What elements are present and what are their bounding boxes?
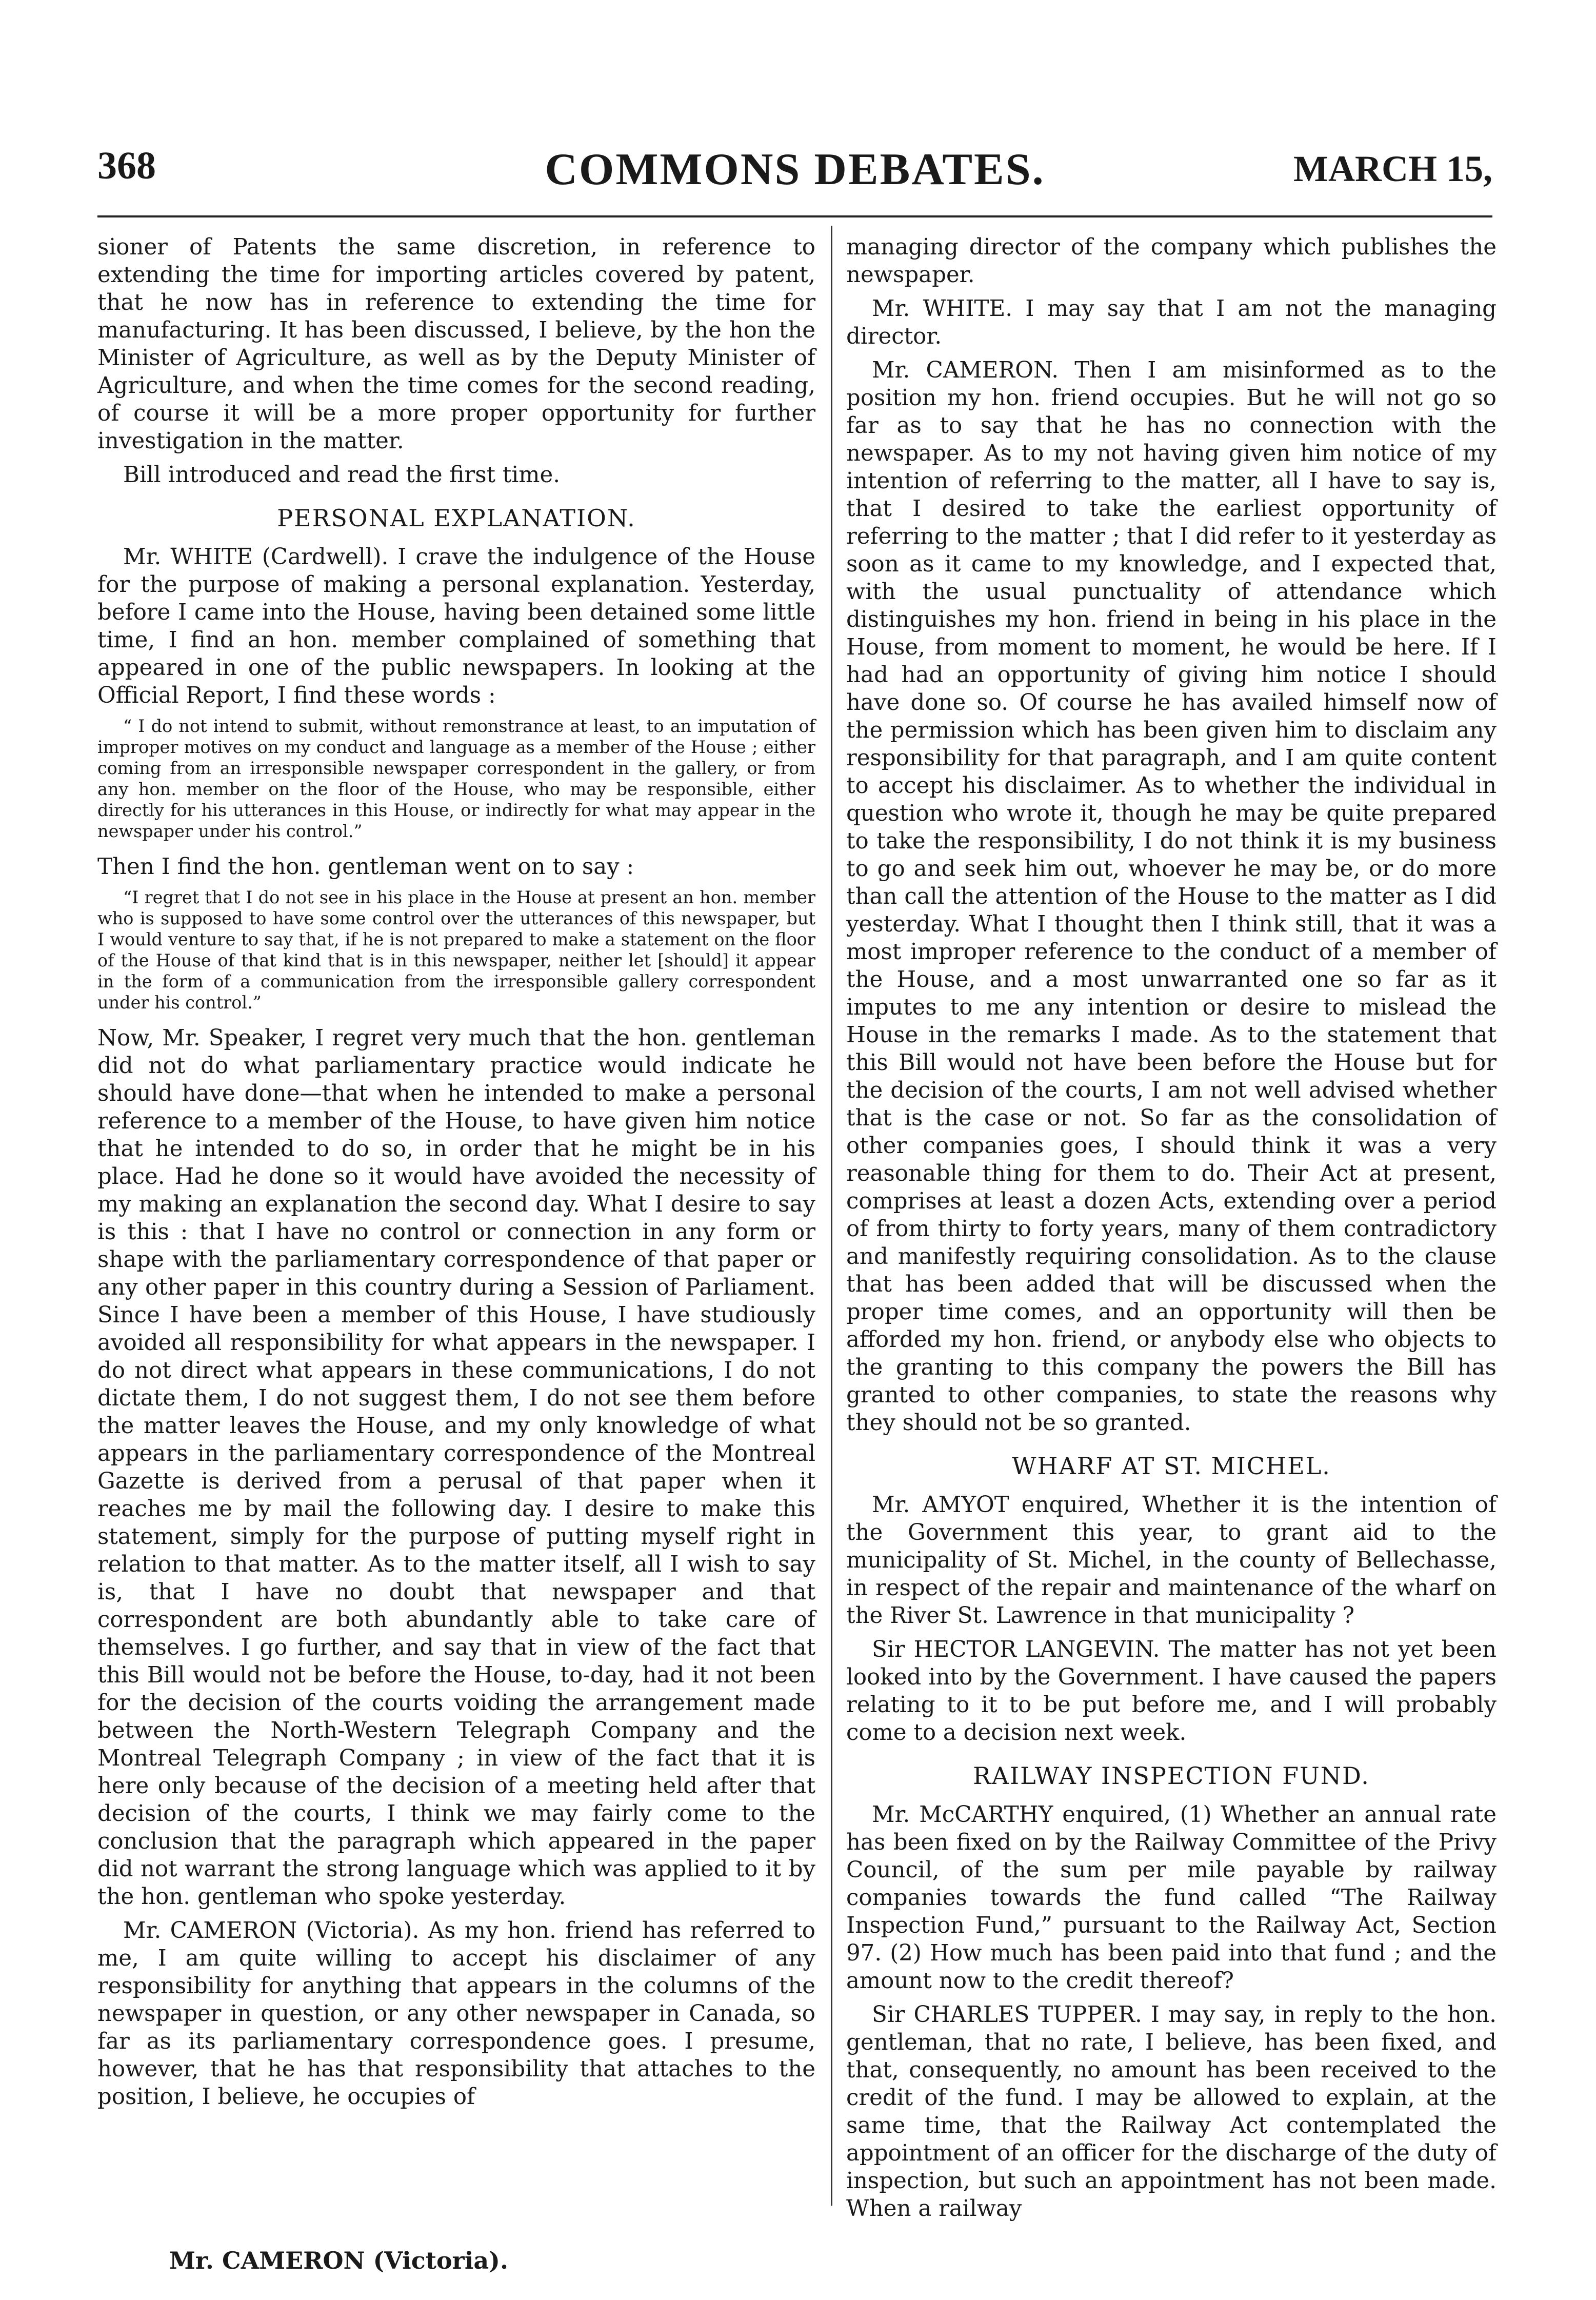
header-rule — [97, 215, 1492, 217]
paragraph: Mr. CAMERON (Victoria). As my hon. friend has referred to me, I am quite willing to accept his disclaimer of any responsibility for anything that appears in the columns of the newspaper in question, or any other newspaper in Canada, so far as its parliamentary correspondence goes. I presume, however, that he has that responsibility that attaches to the position, I believe, he occupies of — [97, 1918, 815, 2110]
page-header — [97, 144, 1492, 205]
paragraph: Sir HECTOR LANGEVIN. The matter has not yet been looked into by the Government. I have caused the papers relating to it to be put before me, and I will probably come to a decision next week. — [846, 1637, 1497, 1746]
paragraph: Mr. AMYOT enquired, Whether it is the intention of the Government this year, to grant aid to the municipality of St. Michel, in the county of Bellechasse, in respect of the repair and maintenance of the wharf on the River St. Lawrence in that municipality ? — [846, 1492, 1497, 1629]
page-title: COMMONS DEBATES. — [545, 145, 1045, 194]
section-heading: PERSONAL EXPLANATION. — [277, 504, 636, 532]
column-divider — [831, 226, 832, 2206]
paragraph: Mr. WHITE (Cardwell). I crave the indulgence of the House for the purpose of making a personal explanation. Yesterday, before I came into the House, having been detained some little time, I find an hon. member complained of something that appeared in one of the public newspapers. In looking at the Official Report, I find these words : — [97, 544, 815, 708]
page-date: MARCH 15, — [1293, 148, 1492, 189]
section-heading: RAILWAY INSPECTION FUND. — [973, 1762, 1370, 1790]
page-number: 368 — [97, 144, 156, 187]
paragraph: Mr. McCARTHY enquired, (1) Whether an annual rate has been fixed on by the Railway Committee of the Privy Council, of the sum per mile payable by railway companies towards the fund called “The Railway Inspection Fund,” pursuant to the Railway Act, Section 97. (2) How much has been paid into that fund ; and the amount now to the credit thereof? — [846, 1802, 1497, 1994]
paragraph: Then I find the hon. gentleman went on to say : — [97, 854, 634, 880]
left-column — [97, 233, 815, 2117]
quotation: “ I do not intend to submit, without remonstrance at least, to an imputation of improper motives on my conduct and language as a member of the House ; either coming from an irresponsible newspaper correspondent in the gallery, or from any hon. member on the floor of the House, who may be responsible, either directly for his utterances in this House, or indirectly for what may appear in the newspaper under his control.” — [97, 716, 815, 841]
right-column — [846, 233, 1497, 2229]
paragraph: Mr. WHITE. I may say that I am not the managing director. — [846, 296, 1497, 349]
quotation: “I regret that I do not see in his place in the House at present an hon. member who is supposed to have some control over the utterances of this newspaper, but I would venture to say that, if he is not prepared to make a statement on the floor of the House of that kind that is in this newspaper, neither let [should] it appear in the form of a communication from the irresponsible gallery correspondent under his control.” — [97, 887, 815, 1013]
paragraph: sioner of Patents the same discretion, in reference to extending the time for importing articles covered by patent, that he now has in reference to extending the time for manufacturing. It has been discussed, I believe, by the hon the Minister of Agriculture, as well as by the Deputy Minister of Agriculture, and when the time comes for the second reading, of course it will be a more proper opportunity for further investigation in the matter. — [97, 234, 815, 454]
section-heading: WHARF AT ST. MICHEL. — [1012, 1452, 1331, 1480]
paragraph: Now, Mr. Speaker, I regret very much that the hon. gentleman did not do what parliamentary practice would indicate he should have done—that when he intended to make a personal reference to a member of the House, to have given him notice that he intended to do so, in order that he might be in his place. Had he done so it would have avoided the necessity of my making an explanation the second day. What I desire to say is this : that I have no control or connection in any form or shape with the parliamentary correspondence of that paper or any other paper in this country during a Session of Parliament. Since I have been a member of this House, I have studiously avoided all responsibility for what appears in the newspaper. I do not direct what appears in these communications, I do not dictate them, I do not suggest them, I do not see them before the matter leaves the House, and my only knowledge of what appears in the parliamentary correspondence of the Montreal Gazette is derived from a perusal of that paper when it reaches me by mail the following day. I desire to make this statement, simply for the purpose of putting myself right in relation to that matter. As to the matter itself, all I wish to say is, that I have no doubt that newspaper and that correspondent are both abundantly able to take care of themselves. I go further, and say that in view of the fact that this Bill would not be before the House, to-day, had it not been for the decision of the courts voiding the arrangement made between the North-Western Telegraph Company and the Montreal Telegraph Company ; in view of the fact that it is here only because of the decision of a meeting held after that decision of the courts, I think we may fairly come to the conclusion that the paragraph which appeared in the paper did not warrant the strong language which was applied to it by the hon. gentleman who spoke yesterday. — [97, 1025, 815, 1910]
paragraph: managing director of the company which publishes the newspaper. — [846, 234, 1497, 288]
paragraph: Bill introduced and read the first time. — [123, 462, 561, 488]
paragraph: Mr. CAMERON. Then I am misinformed as to the position my hon. friend occupies. But he will not go so far as to say that he has no connection with the newspaper. As to my not having given him notice of my intention of referring to the matter, all I have to say is, that I desired to take the earliest opportunity of referring to the matter ; that I did refer to it yesterday as soon as it came to my knowledge, and I expected that, with the usual punctuality of attendance which distinguishes my hon. friend in being in his place in the House, from moment to moment, he would be here. If I had had an opportunity of giving him notice I should have done so. Of course he has availed himself now of the permission which has been given him to disclaim any responsibility for that paragraph, and I am quite content to accept his disclaimer. As to whether the individual in question who wrote it, though he may be quite prepared to take the responsibility, I do not think it is my business to go and seek him out, whoever he may be, or do more than call the attention of the House to the matter as I did yesterday. What I thought then I think still, that it was a most improper reference to the conduct of a member of the House, and a most unwarranted one so far as it imputes to me any intention or desire to mislead the House in the remarks I made. As to the statement that this Bill would not have been before the House but for the decision of the courts, I am not well advised whether that is the case or not. So far as the consolidation of other companies goes, I should think it was a very reasonable thing for them to do. Their Act at present, comprises at least a dozen Acts, extending over a period of from thirty to forty years, many of them contradictory and manifestly requiring consolidation. As to the clause that has been added that will be discussed when the proper time comes, and an opportunity will then be afforded my hon. friend, or anybody else who objects to the granting to this company the powers the Bill has granted to other companies, to state the reasons why they should not be so granted. — [846, 358, 1497, 1436]
speaker-footer: Mr. CAMERON (Victoria). — [169, 2247, 508, 2274]
paragraph: Sir CHARLES TUPPER. I may say, in reply to the hon. gentleman, that no rate, I believe, has been fixed, and that, consequently, no amount has been received to the credit of the fund. I may be allowed to explain, at the same time, that the Railway Act contemplated the appointment of an officer for the discharge of the duty of inspection, but such an appointment has not been made. When a railway — [846, 2002, 1497, 2222]
